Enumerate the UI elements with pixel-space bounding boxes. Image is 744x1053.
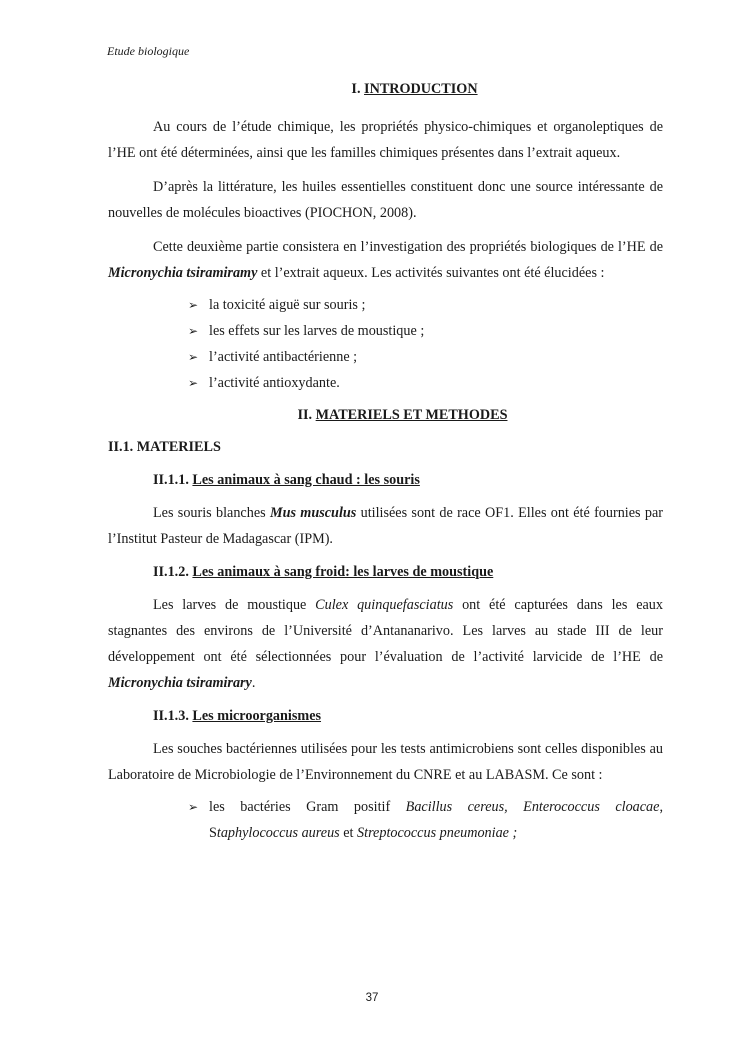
text-run: Les larves de moustique xyxy=(153,597,316,613)
subsection-heading-larvae xyxy=(153,560,663,584)
list-item xyxy=(188,344,663,370)
species-name: Micronychia tsiramiramy xyxy=(108,265,258,281)
species-name: Culex quinquefasciatus xyxy=(315,597,454,613)
subsection-heading-mice xyxy=(153,468,663,492)
text-run: utilisées sont de race OF1. Elles ont été fournies par l’Institut Pasteur de Madagascar (IPM). xyxy=(108,505,663,547)
larvae-paragraph xyxy=(108,592,663,696)
arrow-bullet-icon: ➢ xyxy=(188,324,199,338)
species-name: taphylococcus aureus xyxy=(216,825,340,841)
page-number: 37 xyxy=(365,992,379,1004)
subsection-heading-microorganisms xyxy=(153,704,663,728)
text-run: S xyxy=(209,825,217,841)
list-item xyxy=(188,370,663,396)
mice-paragraph xyxy=(108,500,663,552)
list-item xyxy=(188,318,663,344)
running-header: Etude biologique xyxy=(107,44,190,58)
arrow-bullet-icon: ➢ xyxy=(188,350,199,364)
arrow-bullet-icon: ➢ xyxy=(188,298,199,312)
subsection-number: II.1.1. xyxy=(153,472,189,488)
intro-p3-after: et l’extrait aqueux. Les activités suivantes ont été élucidées : xyxy=(257,265,605,281)
introduction-number: I. xyxy=(351,81,361,97)
text-run: les bactéries Gram positif xyxy=(209,799,406,815)
species-name: Micronychia tsiramirary xyxy=(108,675,252,691)
species-name: Mus musculus xyxy=(269,505,357,521)
activities-list xyxy=(108,292,663,396)
intro-paragraph-3 xyxy=(108,234,663,286)
methods-heading xyxy=(108,404,663,426)
arrow-bullet-icon: ➢ xyxy=(188,800,199,814)
species-name: Streptococcus pneumoniae ; xyxy=(357,825,518,841)
intro-paragraph-2: D’après la littérature, les huiles essentielles constituent donc une source intéressante de nouvelles de molécules bioactives (PIOCHON, 2008). xyxy=(108,179,663,221)
list-item-text: les effets sur les larves de moustique ; xyxy=(209,323,425,339)
page-body xyxy=(108,78,663,854)
bacteria-list xyxy=(108,794,663,846)
subsection-title: Les animaux à sang chaud : les souris xyxy=(192,472,420,488)
list-item-text: l’activité antioxydante. xyxy=(209,375,340,391)
subsection-number: II.1.2. xyxy=(153,564,189,580)
text-run: ont été capturées dans les eaux stagnantes des environs de l’Université d’Antananarivo. Les larves au stade III de leur développement ont été sélectionnées pour l’évaluation de l’activité larvicide de l’HE de xyxy=(108,597,663,665)
introduction-title: INTRODUCTION xyxy=(364,81,478,97)
subsection-title: Les microorganismes xyxy=(192,708,322,724)
species-name: Bacillus cereus, Enterococcus cloacae xyxy=(405,799,660,815)
intro-p3-before: Cette deuxième partie consistera en l’investigation des propriétés biologiques de l’HE de xyxy=(153,239,663,255)
text-run: , xyxy=(659,799,663,815)
text-run: Les souris blanches xyxy=(153,505,270,521)
introduction-heading xyxy=(108,78,663,100)
subsection-number: II.1.3. xyxy=(153,708,189,724)
arrow-bullet-icon: ➢ xyxy=(188,376,199,390)
subsection-title: Les animaux à sang froid: les larves de moustique xyxy=(192,564,494,580)
intro-paragraph-1: Au cours de l’étude chimique, les propriétés physico-chimiques et organoleptiques de l’HE ont été déterminées, ainsi que les familles chimiques présentes dans l’extrait aqueux. xyxy=(108,119,663,161)
text-run: . xyxy=(251,675,256,691)
list-item xyxy=(188,292,663,318)
methods-number: II. xyxy=(297,407,313,423)
text-run: et xyxy=(339,825,358,841)
methods-title: MATERIELS ET METHODES xyxy=(315,407,508,423)
list-item xyxy=(188,794,663,846)
list-item-text: la toxicité aiguë sur souris ; xyxy=(209,297,366,313)
materials-heading: II.1. MATERIELS xyxy=(108,439,221,455)
list-item-text: l’activité antibactérienne ; xyxy=(209,349,358,365)
microorganisms-paragraph: Les souches bactériennes utilisées pour les tests antimicrobiens sont celles disponibles au Laboratoire de Microbiologie de l’Environnement du CNRE et au LABASM. Ce sont : xyxy=(108,741,663,783)
